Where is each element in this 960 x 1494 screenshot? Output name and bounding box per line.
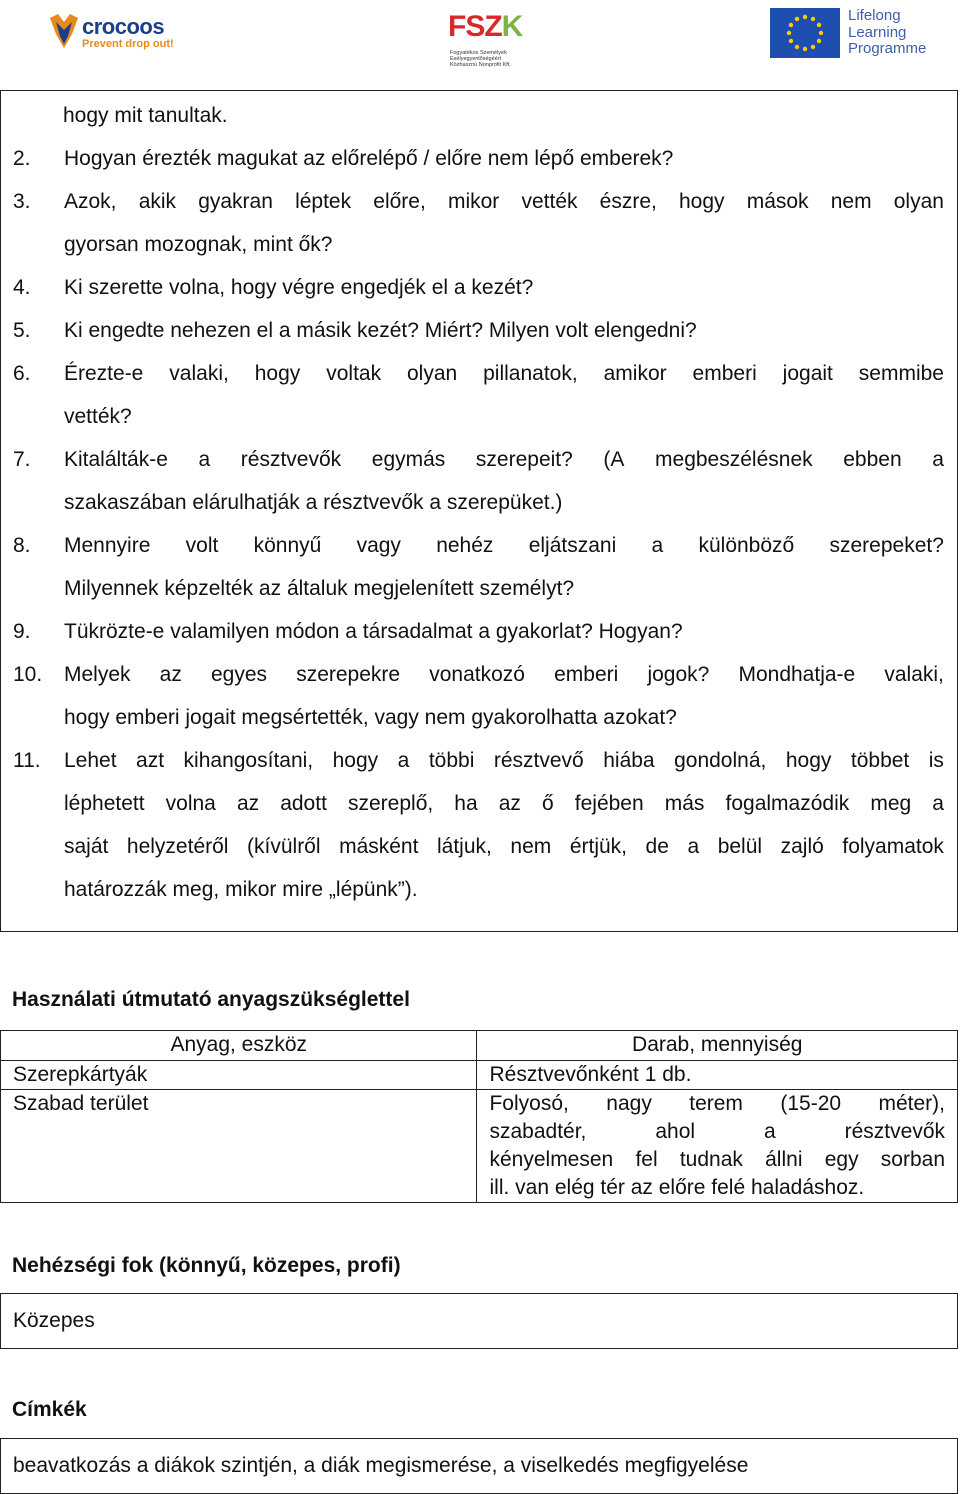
word: mikor bbox=[447, 190, 500, 213]
question-5: Ki engedte nehezen el a másik kezét? Miért? Milyen volt elengedni? bbox=[64, 319, 697, 342]
llp-line: Lifelong bbox=[848, 7, 901, 24]
word: hogy bbox=[679, 190, 725, 213]
word: zajló bbox=[780, 835, 824, 858]
fszk-letters: FSZ bbox=[448, 10, 502, 43]
table-row bbox=[1, 1061, 958, 1090]
word: szerepeket? bbox=[829, 534, 944, 557]
word: szereplő, bbox=[348, 792, 434, 815]
word: olyan bbox=[407, 362, 458, 385]
word: fogalmazódik bbox=[725, 792, 850, 815]
crocoos-name: crocoos bbox=[82, 14, 165, 39]
word: volna bbox=[165, 792, 216, 815]
word: résztvevők bbox=[240, 448, 342, 471]
word: szerepekre bbox=[296, 663, 401, 686]
question-number: 6. bbox=[13, 362, 31, 385]
eu-flag-icon bbox=[770, 8, 840, 58]
table-cell-item: Szabad terület bbox=[1, 1090, 477, 1203]
question-11-line-4: határozzák meg, mikor mire „lépünk”). bbox=[64, 878, 418, 901]
word: pillanatok, bbox=[483, 362, 578, 385]
question-number: 5. bbox=[13, 319, 31, 342]
word: léphetett bbox=[64, 792, 145, 815]
table-row bbox=[1, 1090, 958, 1203]
word: (A bbox=[603, 448, 625, 471]
tags-value: beavatkozás a diákok szintjén, a diák megismerése, a viselkedés megfigyelése bbox=[0, 1438, 958, 1494]
word: jogok? bbox=[647, 663, 710, 686]
word: eljátszani bbox=[528, 534, 617, 557]
word: hiába bbox=[603, 749, 655, 772]
word: nehéz bbox=[436, 534, 494, 557]
qty-line: kényelmesen fel tudnak állni egy sorban bbox=[489, 1148, 945, 1171]
question-2: Hogyan érezték magukat az előrelépő / előre nem lépő emberek? bbox=[64, 147, 674, 170]
word: vették bbox=[521, 190, 578, 213]
word: meg bbox=[870, 792, 912, 815]
materials-table bbox=[0, 1030, 958, 1203]
fszk-logo bbox=[446, 10, 526, 76]
word: ebben bbox=[843, 448, 902, 471]
question-11-line-3 bbox=[64, 834, 944, 860]
word: észre, bbox=[599, 190, 657, 213]
word: olyan bbox=[893, 190, 944, 213]
discussion-questions-box bbox=[0, 90, 958, 932]
word: értjük, bbox=[569, 835, 627, 858]
word: a bbox=[932, 792, 944, 815]
word: hogy bbox=[254, 362, 301, 385]
question-number: 2. bbox=[13, 147, 31, 170]
fszk-letter-k: K bbox=[501, 10, 523, 43]
table-cell-qty: Résztvevőnként 1 db. bbox=[477, 1061, 958, 1090]
word: a bbox=[687, 835, 700, 858]
word: helyzetéről bbox=[126, 835, 229, 858]
word: hogy bbox=[332, 749, 379, 772]
question-8-line-1 bbox=[64, 533, 944, 559]
word: Melyek bbox=[64, 663, 131, 686]
word: az bbox=[159, 663, 182, 686]
crocoos-leaf-icon bbox=[48, 12, 80, 50]
word: egymás bbox=[371, 448, 446, 471]
word: akik bbox=[138, 190, 177, 213]
word: szerepeit? bbox=[475, 448, 573, 471]
question-number: 8. bbox=[13, 534, 31, 557]
difficulty-value: Közepes bbox=[0, 1293, 958, 1349]
word: az bbox=[236, 792, 260, 815]
word: a bbox=[198, 448, 211, 471]
word: emberi bbox=[554, 663, 619, 686]
crocoos-tagline: Prevent drop out! bbox=[82, 38, 174, 50]
table-header-row bbox=[1, 1031, 958, 1061]
word: Mennyire bbox=[64, 534, 151, 557]
word: Kitalálták-e bbox=[64, 448, 168, 471]
word: a bbox=[397, 749, 410, 772]
word: a bbox=[932, 448, 944, 471]
word: Lehet bbox=[64, 749, 117, 772]
difficulty-title: Nehézségi fok (könnyű, közepes, profi) bbox=[12, 1254, 401, 1277]
fszk-subtitle: Fogyatékos Személyek Esélyegyenlőségéért Közhasznú Nonprofit Kft. bbox=[450, 50, 511, 68]
question-number: 7. bbox=[13, 448, 31, 471]
qty-line: szabadtér, ahol a résztvevők bbox=[489, 1120, 945, 1143]
word: megbeszélésnek bbox=[655, 448, 813, 471]
word: Érezte-e bbox=[64, 362, 144, 385]
table-cell-item: Szerepkártyák bbox=[1, 1061, 477, 1090]
question-6-line-1 bbox=[64, 361, 944, 387]
question-10-line-1 bbox=[64, 662, 944, 688]
word: belül bbox=[717, 835, 763, 858]
column-header: Darab, mennyiség bbox=[477, 1031, 958, 1061]
word: valaki, bbox=[169, 362, 229, 385]
question-1-tail: hogy mit tanultak. bbox=[63, 104, 228, 127]
question-number: 9. bbox=[13, 620, 31, 643]
word: is bbox=[928, 749, 944, 772]
question-8-line-2: Milyennek képzelték az általuk megjelenített személyt? bbox=[64, 577, 575, 600]
question-number: 4. bbox=[13, 276, 31, 299]
word: gondolná, bbox=[674, 749, 767, 772]
word: különböző bbox=[698, 534, 795, 557]
word: egyes bbox=[211, 663, 268, 686]
word: könnyű bbox=[253, 534, 322, 557]
word: amikor bbox=[603, 362, 667, 385]
word: Mondhatja-e bbox=[738, 663, 856, 686]
word: előre, bbox=[373, 190, 426, 213]
question-11-line-1 bbox=[64, 748, 944, 774]
lifelong-learning-logo bbox=[770, 8, 940, 64]
word: fejében bbox=[574, 792, 644, 815]
word: saját bbox=[64, 835, 109, 858]
question-11-line-2 bbox=[64, 791, 944, 817]
word: többet bbox=[850, 749, 910, 772]
word: emberi bbox=[692, 362, 757, 385]
word: volt bbox=[185, 534, 219, 557]
word: ha bbox=[454, 792, 478, 815]
word: semmibe bbox=[858, 362, 944, 385]
word: más bbox=[664, 792, 705, 815]
word: voltak bbox=[326, 362, 382, 385]
word: hogy bbox=[785, 749, 832, 772]
word: kihangosítani, bbox=[183, 749, 314, 772]
page-header bbox=[0, 0, 960, 90]
fszk-wordmark bbox=[448, 10, 522, 44]
question-7-line-2: szakaszában elárulhatják a résztvevők a szerepüket.) bbox=[64, 491, 563, 514]
question-9: Tükrözte-e valamilyen módon a társadalmat a gyakorlat? Hogyan? bbox=[64, 620, 683, 643]
word: adott bbox=[280, 792, 327, 815]
llp-line: Learning bbox=[848, 23, 907, 41]
llp-text bbox=[848, 8, 926, 58]
tags-title: Címkék bbox=[12, 1398, 87, 1421]
question-10-line-2: hogy emberi jogait megsértették, vagy nem gyakorolhatta azokat? bbox=[64, 706, 677, 729]
word: résztvevő bbox=[493, 749, 584, 772]
qty-line: ill. van elég tér az előre felé haladáshoz. bbox=[489, 1176, 865, 1199]
question-3-line-1 bbox=[64, 189, 944, 215]
word: (kívülről bbox=[247, 835, 321, 858]
qty-line: Folyosó, nagy terem (15-20 méter), bbox=[489, 1092, 945, 1115]
question-number: 10. bbox=[13, 663, 43, 686]
word: vagy bbox=[356, 534, 401, 557]
crocoos-logo bbox=[48, 12, 188, 52]
question-number: 3. bbox=[13, 190, 31, 213]
question-number: 11. bbox=[13, 749, 41, 772]
word: a bbox=[651, 534, 664, 557]
word: jogait bbox=[782, 362, 833, 385]
llp-line: Programme bbox=[848, 40, 927, 57]
materials-title: Használati útmutató anyagszükséglettel bbox=[12, 988, 410, 1011]
column-header: Anyag, eszköz bbox=[1, 1031, 477, 1061]
word: nem bbox=[510, 835, 552, 858]
word: Azok, bbox=[64, 190, 117, 213]
word: többi bbox=[428, 749, 475, 772]
word: vonatkozó bbox=[429, 663, 525, 686]
question-3-line-2: gyorsan mozognak, mint ők? bbox=[64, 233, 333, 256]
question-6-line-2: vették? bbox=[64, 405, 132, 428]
word: mások bbox=[746, 190, 809, 213]
question-7-line-1 bbox=[64, 447, 944, 473]
word: léptek bbox=[295, 190, 352, 213]
word: gyakran bbox=[198, 190, 273, 213]
word: az bbox=[498, 792, 521, 815]
table-cell-qty bbox=[477, 1090, 958, 1203]
word: azt bbox=[136, 749, 165, 772]
word: folyamatok bbox=[842, 835, 944, 858]
word: látjuk, bbox=[437, 835, 492, 858]
word: valaki, bbox=[884, 663, 944, 686]
question-4: Ki szerette volna, hogy végre engedjék el a kezét? bbox=[64, 276, 534, 299]
word: de bbox=[645, 835, 669, 858]
word: nem bbox=[830, 190, 872, 213]
word: másként bbox=[339, 835, 419, 858]
word: ő bbox=[542, 792, 554, 815]
